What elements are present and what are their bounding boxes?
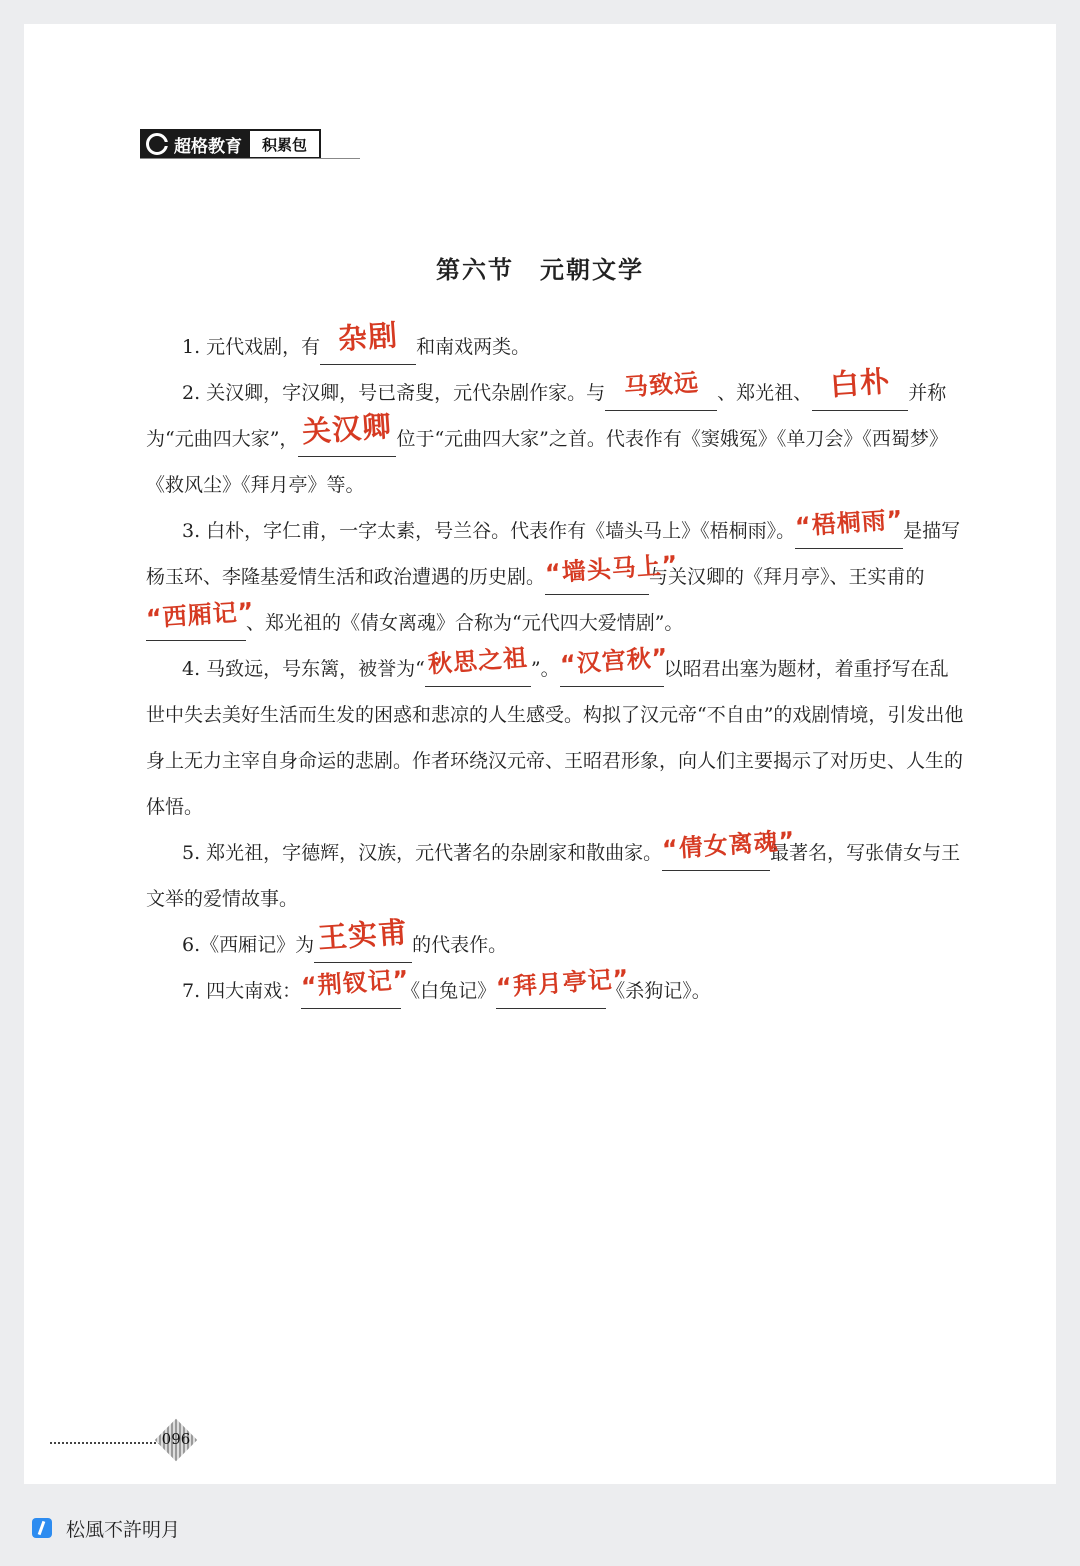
question-2: 2. 关汉卿，字汉卿，号已斋叟，元代杂剧作家。与 马致远 、郑光祖、 白朴 并称为“元曲四大家”， 关汉卿 位于“元曲四大家”之首。代表作有《窦娥冤》《单刀会》《西蜀梦》《救风尘》《拜月亭》等。	[146, 363, 948, 496]
brand-name: 超格教育	[174, 136, 242, 157]
page-number-text: 096	[161, 1430, 191, 1448]
question-1: 1. 元代戏剧，有 杂剧 和南戏两类。	[146, 324, 966, 370]
handwritten-answer: “西厢记”	[145, 597, 256, 633]
answer-blank	[495, 964, 631, 1009]
handwritten-answer: 秋思之祖	[427, 643, 529, 679]
answer-blank	[314, 914, 412, 963]
brand-badge	[140, 129, 250, 159]
handwritten-answer: 白朴	[829, 363, 892, 403]
footer-bar	[0, 1490, 1080, 1566]
brand-underline	[140, 158, 360, 159]
handwritten-answer: 王实甫	[317, 914, 410, 956]
question-5: 5. 郑光祖，字德辉，汉族，元代著名的杂剧家和散曲家。“倩女离魂”最著名，写张倩女与王文举的爱情故事。	[146, 830, 966, 922]
page-title: 第六节 元朝文学	[436, 255, 644, 284]
handwritten-answer: “汉宫秋”	[558, 643, 670, 679]
app-logo-icon	[32, 1518, 52, 1538]
answer-blank	[298, 408, 396, 457]
answer-blank	[425, 643, 531, 687]
handwritten-answer: 关汉卿	[301, 408, 394, 450]
answer-blank	[794, 505, 905, 549]
answer-blank	[661, 826, 797, 871]
handwritten-answer: 杂剧	[337, 317, 400, 357]
handwritten-answer: “拜月亭记”	[495, 964, 631, 1002]
brand-header	[140, 129, 321, 159]
answer-blank	[605, 368, 717, 411]
author-name[interactable]: 松風不許明月	[66, 1518, 181, 1541]
handwritten-answer: “荆钗记”	[300, 965, 411, 1001]
answer-blank	[544, 550, 680, 595]
handwritten-answer: “梧桐雨”	[794, 505, 905, 541]
question-3: 3. 白朴，字仁甫，一字太素，号兰谷。代表作有《墙头马上》《梧桐雨》。“梧桐雨”是描写杨玉环、李隆基爱情生活和政治遭遇的历史剧。“墙头马上”与关汉卿的《拜月亭》、王实甫的“西厢记”、郑光祖的《倩女离魂》合称为“元代四大爱情剧”。	[146, 508, 966, 646]
handwritten-answer: “墙头马上”	[544, 550, 680, 588]
brand-logo-icon	[146, 133, 168, 155]
answer-blank	[320, 317, 416, 365]
document-page	[24, 24, 1056, 1484]
page-number	[156, 1420, 196, 1460]
answer-blank	[145, 597, 256, 641]
question-list	[145, 317, 966, 1014]
answer-blank	[812, 363, 908, 411]
handwritten-answer: “倩女离魂”	[661, 826, 797, 864]
question-7: 7. 四大南戏：“荆钗记”《白兔记》“拜月亭记”《杀狗记》。	[146, 968, 966, 1014]
page-number-line	[50, 1442, 160, 1444]
answer-blank	[558, 643, 670, 687]
brand-product: 积累包	[250, 129, 321, 159]
question-4: 4. 马致远，号东篱，被誉为“秋思之祖 ”。“汉宫秋”以昭君出塞为题材，着重抒写在乱世中失去美好生活而生发的困惑和悲凉的人生感受。构拟了汉元帝“不自由”的戏剧情境，引发出他身上无力主宰自身命运的悲剧。作者环绕汉元帝、王昭君形象，向人们主要揭示了对历史、人生的体悟。	[146, 646, 966, 830]
question-6: 6.《西厢记》为 王实甫 的代表作。	[146, 922, 966, 968]
answer-blank	[300, 965, 411, 1009]
handwritten-answer: 马致远	[622, 368, 700, 402]
